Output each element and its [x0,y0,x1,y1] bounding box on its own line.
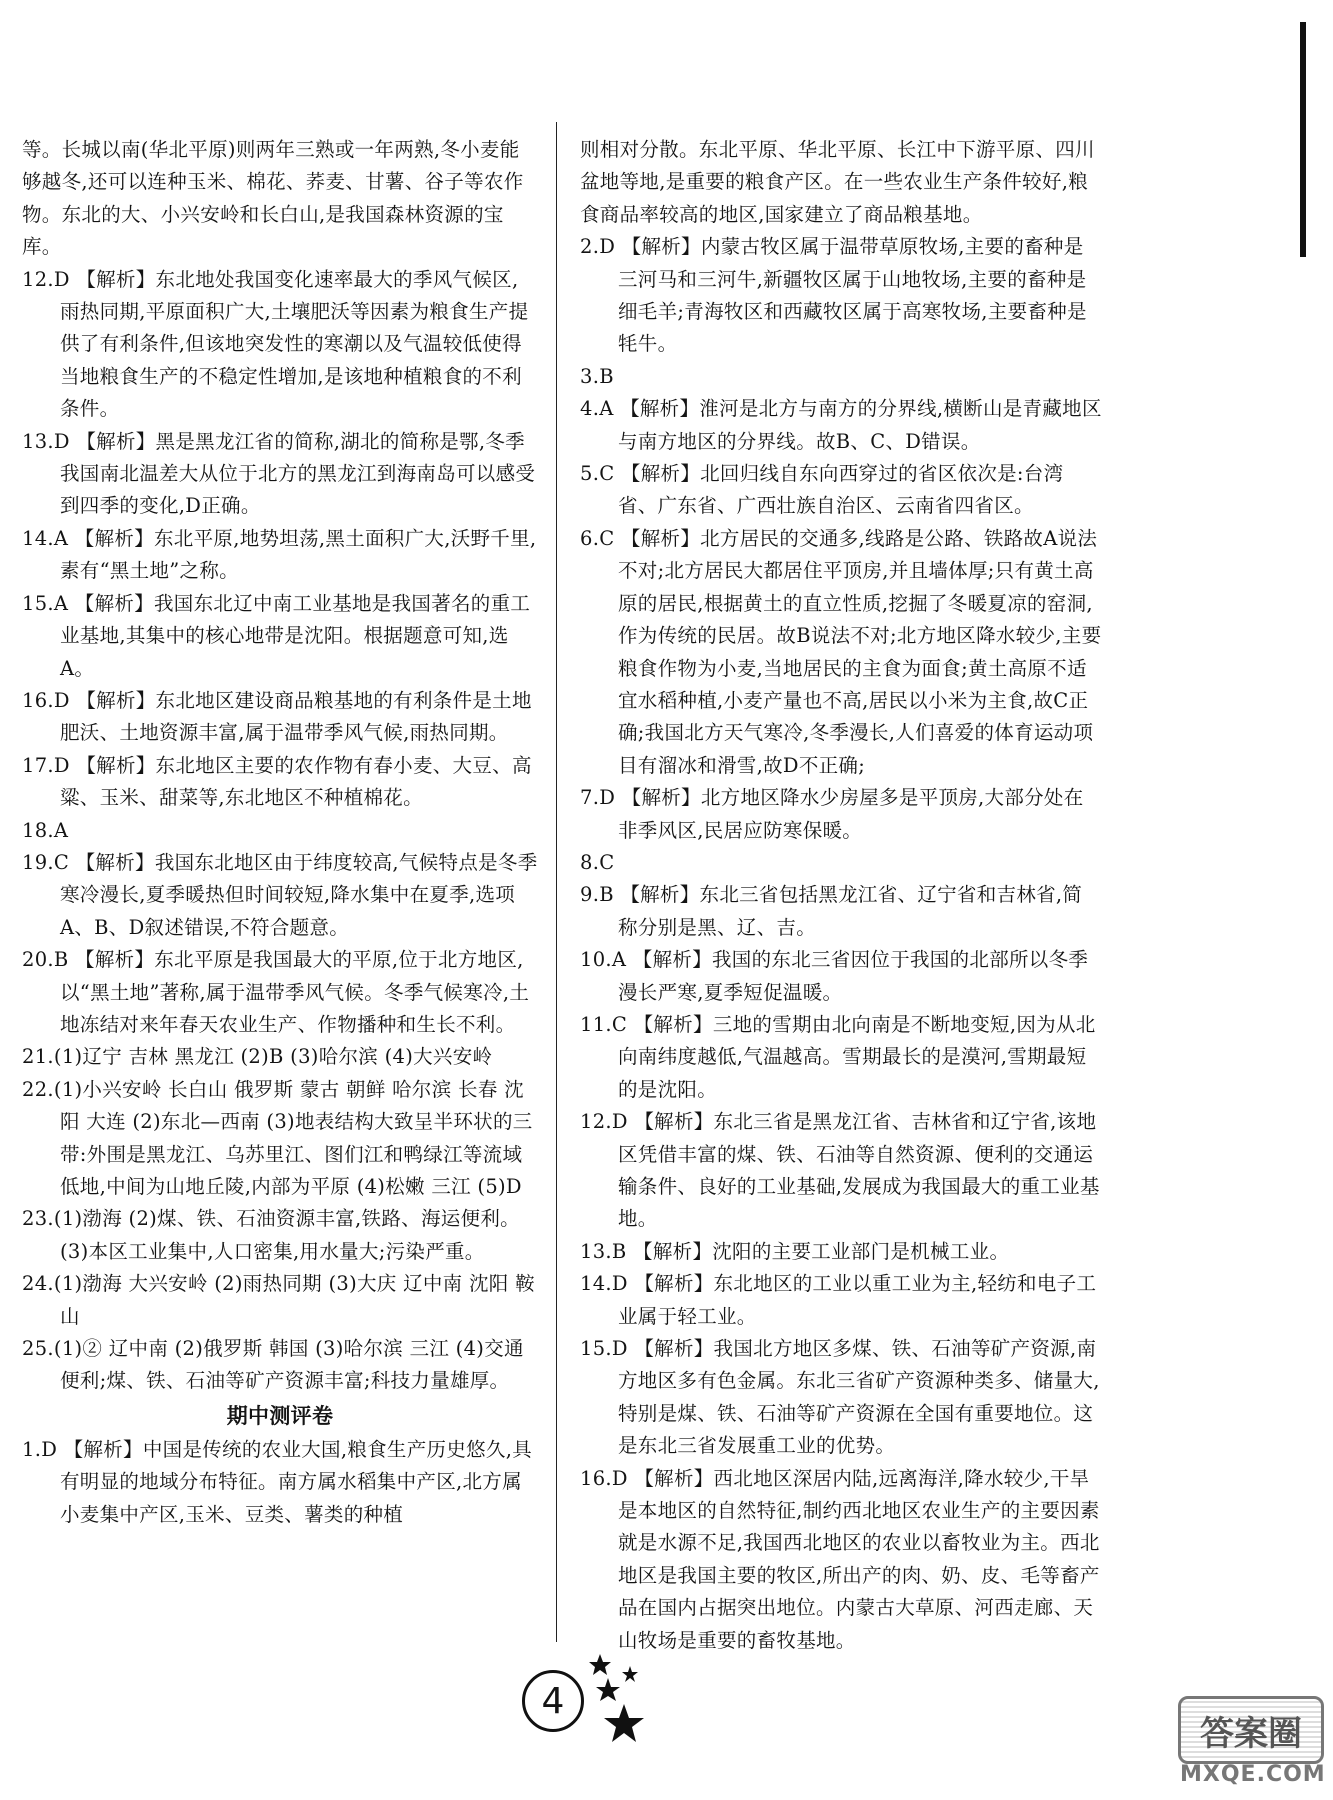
answer-item: 14.D 【解析】东北地区的工业以重工业为主,轻纺和电子工业属于轻工业。 [580,1272,1097,1328]
answer-item: 18.A [22,818,69,842]
answer-item: 12.D 【解析】东北地处我国变化速率最大的季风气候区,雨热同期,平原面积广大,土壤肥沃等因素为粮食生产提供了有利条件,但该地突发性的寒潮以及气温较低使得当地粮食生产的不稳定性增加,是该地种植粮食的不利条件。 [22,267,529,421]
answer-item: 16.D 【解析】西北地区深居内陆,远离海洋,降水较少,干旱是本地区的自然特征,制约西北地区农业生产的主要因素就是水源不足,我国西北地区的农业以畜牧业为主。西北地区是我国主要的牧区,所出产的肉、奶、皮、毛等畜产品在国内占据突出地位。内蒙古大草原、河西走廊、天山牧场是重要的畜牧基地。 [580,1466,1100,1652]
answer-item: 23.(1)渤海 (2)煤、铁、石油资源丰富,铁路、海运便利。(3)本区工业集中,人口密集,用水量大;污染严重。 [22,1207,520,1263]
answer-item: 17.D 【解析】东北地区主要的农作物有春小麦、大豆、高粱、玉米、甜菜等,东北地区不种植棉花。 [22,753,532,810]
answer-item: 8.C [580,850,615,874]
answer-item: 16.D 【解析】东北地区建设商品粮基地的有利条件是土地肥沃、土地资源丰富,属于温带季风气候,雨热同期。 [22,688,532,745]
answer-item: 5.C 【解析】北回归线自东向西穿过的省区依次是:台湾省、广东省、广西壮族自治区、云南省四省区。 [580,462,1064,518]
page-edge-bar [1300,22,1306,257]
answer-item: 14.A 【解析】东北平原,地势坦荡,黑土面积广大,沃野千里,素有“黑土地”之称。 [22,526,537,583]
answer-item: 1.D 【解析】中国是传统的农业大国,粮食生产历史悠久,具有明显的地域分布特征。南方属水稻集中产区,北方属小麦集中产区,玉米、豆类、薯类的种植 [22,1437,533,1526]
answer-item: 13.B 【解析】沈阳的主要工业部门是机械工业。 [580,1239,1010,1263]
watermark-url: MXQE.COM [1180,1762,1326,1787]
answer-item: 6.C 【解析】北方居民的交通多,线路是公路、铁路故A说法不对;北方居民大都居住平顶房,并且墙体厚;只有黄土高原的居民,根据黄土的直立性质,挖掘了冬暖夏凉的窑洞,作为传统的民居。故B说法不对;北方地区降水较少,主要粮食作物为小麦,当地居民的主食为面食;黄土高原不适宜水稻种植,小麦产量也不高,居民以小米为主食,故C正确;我国北方天气寒冷,冬季漫长,人们喜爱的体育运动项目有溜冰和滑雪,故D不正确; [580,526,1102,777]
answer-item: 11.C 【解析】三地的雪期由北向南是不断地变短,因为从北向南纬度越低,气温越高。雪期最长的是漠河,雪期最短的是沈阳。 [580,1012,1096,1101]
answer-item: 19.C 【解析】我国东北地区由于纬度较高,气候特点是冬季寒冷漫长,夏季暖热但时间较短,降水集中在夏季,选项A、B、D叙述错误,不符合题意。 [22,850,538,939]
answer-item: 21.(1)辽宁 吉林 黑龙江 (2)B (3)哈尔滨 (4)大兴安岭 [22,1045,493,1069]
answer-item: 3.B [580,364,614,388]
continued-text: 等。长城以南(华北平原)则两年三熟或一年两熟,冬小麦能够越冬,还可以连种玉米、棉花、荞麦、甘薯、谷子等农作物。东北的大、小兴安岭和长白山,是我国森林资源的宝库。 [22,138,524,259]
section-title: 期中测评卷 [226,1403,334,1428]
left-column [22,134,538,1531]
continued-text: 则相对分散。东北平原、华北平原、长江中下游平原、四川盆地等地,是重要的粮食产区。在一些农业生产条件较好,粮食商品率较高的地区,国家建立了商品粮基地。 [580,138,1095,226]
answer-item: 4.A 【解析】淮河是北方与南方的分界线,横断山是青藏地区与南方地区的分界线。故B、C、D错误。 [580,397,1102,453]
answer-item: 25.(1)② 辽中南 (2)俄罗斯 韩国 (3)哈尔滨 三江 (4)交通便利;煤、铁、石油等矿产资源丰富;科技力量雄厚。 [22,1337,524,1393]
page-number-text: 4 [541,1680,565,1722]
answer-item: 10.A 【解析】我国的东北三省因位于我国的北部所以冬季漫长严寒,夏季短促温暖。 [580,948,1089,1004]
answer-item: 22.(1)小兴安岭 长白山 俄罗斯 蒙古 朝鲜 哈尔滨 长春 沈阳 大连 (2)东北—西南 (3)地表结构大致呈半环状的三带:外围是黑龙江、乌苏里江、图们江和鸭绿江等流域低地,中间为山地丘陵,内部为平原 (4)松嫩 三江 (5)D [22,1077,533,1198]
column-divider [556,122,557,1642]
answer-item: 15.A 【解析】我国东北辽中南工业基地是我国著名的重工业基地,其集中的核心地带是沈阳。根据题意可知,选A。 [22,591,531,680]
answer-item: 15.D 【解析】我国北方地区多煤、铁、石油等矿产资源,南方地区多有色金属。东北三省矿产资源种类多、储量大,特别是煤、铁、石油等矿产资源在全国有重要地位。这是东北三省发展重工业的优势。 [580,1337,1100,1458]
right-column [580,134,1102,1657]
answer-item: 20.B 【解析】东北平原是我国最大的平原,位于北方地区,以“黑土地”著称,属于温带季风气候。冬季气候寒冷,土地冻结对来年春天农业生产、作物播种和生长不利。 [22,948,530,1036]
answer-item: 12.D 【解析】东北三省是黑龙江省、吉林省和辽宁省,该地区凭借丰富的煤、铁、石油等自然资源、便利的交通运输条件、良好的工业基础,发展成为我国最大的重工业基地。 [580,1110,1100,1231]
answer-item: 24.(1)渤海 大兴安岭 (2)雨热同期 (3)大庆 辽中南 沈阳 鞍山 [22,1272,535,1328]
watermark-top-text: 答案圈 [1178,1696,1324,1764]
answer-item: 13.D 【解析】黑是黑龙江省的简称,湖北的简称是鄂,冬季我国南北温差大从位于北方的黑龙江到海南岛可以感受到四季的变化,D正确。 [22,429,536,518]
page-number [522,1670,584,1732]
watermark-logo [1178,1696,1328,1796]
answer-item: 2.D 【解析】内蒙古牧区属于温带草原牧场,主要的畜种是三河马和三河牛,新疆牧区属于山地牧场,主要的畜种是细毛羊;青海牧区和西藏牧区属于高寒牧场,主要畜种是牦牛。 [580,235,1087,356]
decorative-stars-icon [578,1652,648,1762]
answer-item: 7.D 【解析】北方地区降水少房屋多是平顶房,大部分处在非季风区,民居应防寒保暖。 [580,786,1084,842]
answer-item: 9.B 【解析】东北三省包括黑龙江省、辽宁省和吉林省,简称分别是黑、辽、吉。 [580,883,1083,939]
